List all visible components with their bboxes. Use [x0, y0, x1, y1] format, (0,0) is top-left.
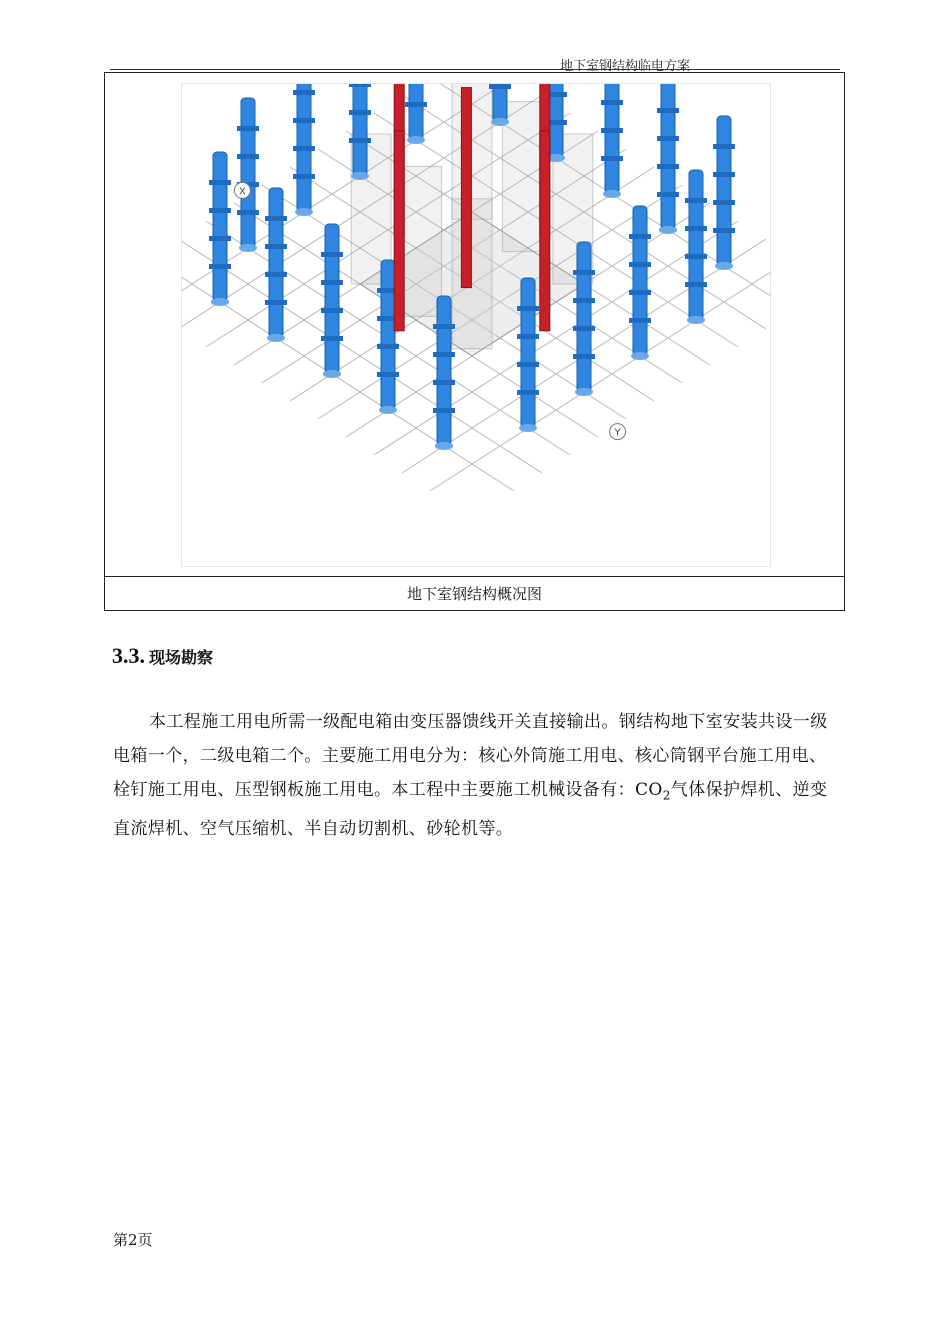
column-connector — [713, 144, 735, 149]
column-connector — [293, 90, 315, 95]
column-connector — [265, 244, 287, 249]
column-connector — [265, 272, 287, 277]
axis-label: X — [238, 186, 246, 198]
column-connector — [517, 306, 539, 311]
column-base — [379, 406, 397, 414]
column-base — [631, 352, 649, 360]
column-connector — [377, 344, 399, 349]
document-header-title: 地下室钢结构临电方案 — [560, 59, 691, 74]
core-wall — [502, 102, 542, 252]
column-connector — [209, 208, 231, 213]
column-connector — [321, 280, 343, 285]
column-connector — [209, 236, 231, 241]
column-connector — [517, 390, 539, 395]
axis-label: Y — [614, 427, 621, 439]
column-connector — [629, 318, 651, 323]
column-connector — [489, 84, 511, 89]
blue-steel-column — [437, 296, 451, 446]
red-steel-column — [394, 131, 404, 331]
column-base — [603, 190, 621, 198]
column-connector — [657, 192, 679, 197]
column-connector — [713, 172, 735, 177]
blue-steel-column — [269, 188, 283, 338]
column-connector — [321, 308, 343, 313]
core-wall — [402, 166, 442, 316]
column-connector — [237, 210, 259, 215]
blue-steel-column — [633, 206, 647, 356]
column-base — [211, 298, 229, 306]
column-base — [687, 316, 705, 324]
column-connector — [293, 146, 315, 151]
column-connector — [601, 156, 623, 161]
column-base — [407, 136, 425, 144]
column-connector — [265, 216, 287, 221]
section-number: 3.3. — [112, 643, 145, 668]
paragraph-text-1: 本工程施工用电所需一级配电箱由变压器馈线开关直接输出。钢结构地下室安装共设一级电箱一个，二级电箱二个。主要施工用电分为：核心外筒施工用电、核心筒钢平台施工用电、栓钉施工用电、压型钢板施工用电。本工程中主要施工机械设备有：CO — [113, 712, 828, 800]
blue-steel-column — [353, 84, 367, 176]
column-connector — [629, 290, 651, 295]
column-connector — [209, 180, 231, 185]
column-connector — [629, 234, 651, 239]
core-wall — [452, 199, 492, 349]
column-connector — [657, 108, 679, 113]
figure-caption: 地下室钢结构概况图 — [105, 576, 844, 611]
column-connector — [713, 228, 735, 233]
paragraph-text-2: 气体保护焊机、逆变直流焊机、空气压缩机、半自动切割机、砂轮机等。 — [113, 780, 828, 840]
column-connector — [265, 300, 287, 305]
blue-steel-column — [689, 170, 703, 320]
blue-steel-column — [238, 98, 255, 248]
blue-steel-column — [493, 84, 507, 122]
column-connector — [685, 198, 707, 203]
column-connector — [321, 252, 343, 257]
column-connector — [293, 118, 315, 123]
column-base — [323, 370, 341, 378]
column-connector — [685, 226, 707, 231]
column-base — [239, 244, 257, 252]
column-base — [519, 424, 537, 432]
section-heading — [112, 643, 213, 669]
column-connector — [237, 154, 259, 159]
blue-steel-column — [577, 242, 591, 392]
column-connector — [573, 298, 595, 303]
column-base — [575, 388, 593, 396]
blue-steel-column — [717, 116, 731, 266]
column-connector — [349, 138, 371, 143]
column-connector — [293, 174, 315, 179]
blue-steel-column — [381, 260, 395, 410]
column-connector — [433, 380, 455, 385]
column-connector — [433, 408, 455, 413]
red-steel-column — [540, 131, 550, 331]
column-connector — [573, 326, 595, 331]
column-connector — [685, 254, 707, 259]
column-base — [659, 226, 677, 234]
column-connector — [517, 334, 539, 339]
page-number: 第2页 — [113, 1231, 153, 1249]
blue-steel-column — [521, 278, 535, 428]
blue-steel-column — [213, 152, 227, 302]
column-connector — [601, 100, 623, 105]
column-connector — [209, 264, 231, 269]
blue-steel-column — [661, 84, 675, 230]
red-steel-column — [461, 88, 471, 288]
column-connector — [517, 362, 539, 367]
column-connector — [657, 136, 679, 141]
column-connector — [237, 126, 259, 131]
blue-steel-column — [409, 84, 423, 140]
paragraph-subscript: 2 — [662, 788, 671, 803]
column-connector — [685, 282, 707, 287]
column-base — [491, 118, 509, 126]
column-connector — [657, 164, 679, 169]
column-connector — [573, 354, 595, 359]
figure-table — [104, 72, 845, 611]
column-connector — [433, 352, 455, 357]
body-paragraph — [113, 705, 843, 846]
column-connector — [601, 128, 623, 133]
column-connector — [433, 324, 455, 329]
blue-steel-column — [325, 224, 339, 374]
column-base — [435, 442, 453, 450]
column-base — [267, 334, 285, 342]
column-connector — [713, 200, 735, 205]
column-connector — [321, 336, 343, 341]
section-title: 现场勘察 — [149, 648, 214, 667]
column-base — [295, 208, 313, 216]
column-connector — [405, 102, 427, 107]
column-connector — [573, 270, 595, 275]
column-connector — [629, 262, 651, 267]
steel-structure-illustration — [181, 83, 771, 567]
column-connector — [377, 372, 399, 377]
column-connector — [349, 110, 371, 115]
column-base — [715, 262, 733, 270]
steel-structure-svg — [182, 84, 770, 566]
column-connector — [349, 84, 371, 87]
column-base — [351, 172, 369, 180]
header-divider — [110, 69, 840, 70]
